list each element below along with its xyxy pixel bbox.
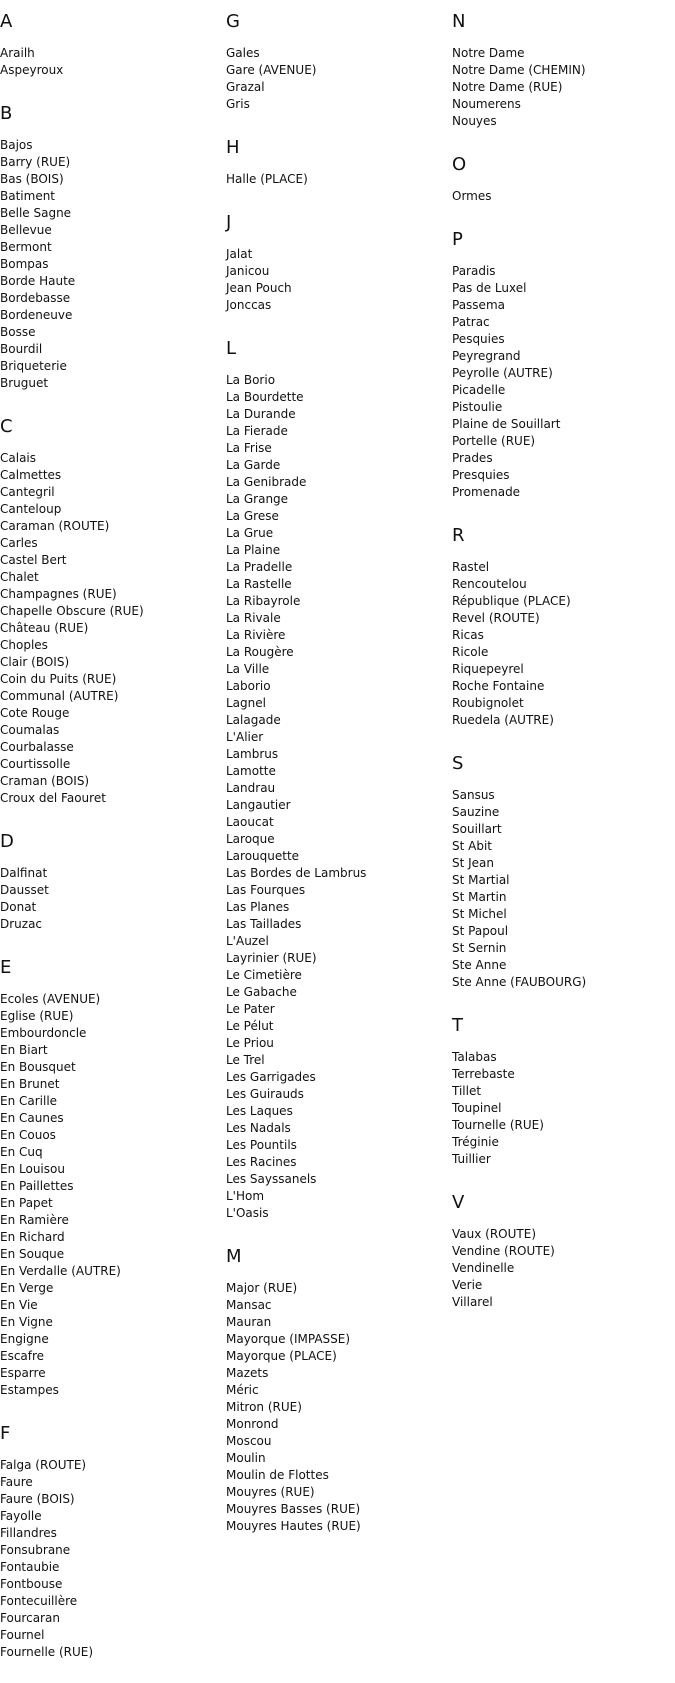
street-link[interactable]: En Couos	[0, 1128, 56, 1142]
street-link[interactable]: Halle (PLACE)	[226, 172, 308, 186]
street-link[interactable]: Riquepeyrel	[452, 662, 524, 676]
street-link[interactable]: Méric	[226, 1383, 259, 1397]
street-link[interactable]: En Biart	[0, 1043, 48, 1057]
street-link[interactable]: Cantegril	[0, 485, 55, 499]
letter-heading: S	[452, 753, 464, 774]
street-link[interactable]: Nouyes	[452, 114, 497, 128]
street-link[interactable]: Dausset	[0, 883, 49, 897]
street-link[interactable]: Tournelle (RUE)	[452, 1118, 544, 1132]
street-link[interactable]: Fonsubrane	[0, 1543, 71, 1557]
street-link[interactable]: Les Nadals	[226, 1121, 291, 1135]
street-link[interactable]: Las Taillades	[226, 917, 302, 931]
street-link[interactable]: Mansac	[226, 1298, 272, 1312]
street-link[interactable]: Plaine de Souillart	[452, 417, 561, 431]
street-link[interactable]: Bruguet	[0, 376, 49, 390]
letter-section	[0, 414, 220, 807]
street-link[interactable]: Sansus	[452, 788, 495, 802]
street-link[interactable]: Belle Sagne	[0, 206, 72, 220]
letter-section	[226, 9, 446, 113]
street-link[interactable]: Calmettes	[0, 468, 62, 482]
street-link[interactable]: Pesquies	[452, 332, 505, 346]
street-link[interactable]: La Borio	[226, 373, 276, 387]
street-link[interactable]: Fontecuillère	[0, 1594, 78, 1608]
street-link[interactable]: Bourdil	[0, 342, 43, 356]
directory-column-1	[0, 9, 220, 1683]
street-link[interactable]: Esparre	[0, 1366, 46, 1380]
letter-heading: O	[452, 154, 467, 175]
letter-section	[452, 751, 672, 991]
street-link[interactable]: Bosse	[0, 325, 36, 339]
letter-section	[452, 152, 672, 205]
street-link[interactable]: Falga (ROUTE)	[0, 1458, 87, 1472]
street-link[interactable]: Les Pountils	[226, 1138, 297, 1152]
street-link[interactable]: Mouyres Hautes (RUE)	[226, 1519, 361, 1533]
street-link[interactable]: Jalat	[226, 247, 253, 261]
street-link[interactable]: Toupinel	[452, 1101, 502, 1115]
street-link[interactable]: Monrond	[226, 1417, 279, 1431]
street-link[interactable]: Choples	[0, 638, 48, 652]
street-link[interactable]: Coumalas	[0, 723, 60, 737]
street-link[interactable]: Major (RUE)	[226, 1281, 298, 1295]
street-link[interactable]: Laroque	[226, 832, 275, 846]
street-link[interactable]: Vaux (ROUTE)	[452, 1227, 536, 1241]
street-link[interactable]: Promenade	[452, 485, 521, 499]
street-link[interactable]: Clair (BOIS)	[0, 655, 70, 669]
street-link[interactable]: Batiment	[0, 189, 56, 203]
letter-section	[452, 523, 672, 729]
street-link[interactable]: Estampes	[0, 1383, 59, 1397]
street-link[interactable]: Moulin	[226, 1451, 266, 1465]
street-link[interactable]: Rastel	[452, 560, 490, 574]
street-link[interactable]: En Paillettes	[0, 1179, 74, 1193]
street-link[interactable]: Fayolle	[0, 1509, 42, 1523]
street-link[interactable]: Arailh	[0, 46, 35, 60]
street-link[interactable]: La Rivale	[226, 611, 281, 625]
letter-heading: C	[0, 416, 13, 437]
street-link[interactable]: En Vigne	[0, 1315, 53, 1329]
street-link[interactable]: Ormes	[452, 189, 492, 203]
street-link[interactable]: Terrebaste	[452, 1067, 515, 1081]
street-link[interactable]: En Louisou	[0, 1162, 65, 1176]
street-link[interactable]: Pistoulie	[452, 400, 503, 414]
street-link[interactable]: Verie	[452, 1278, 483, 1292]
letter-section	[226, 135, 446, 188]
street-link[interactable]: En Souque	[0, 1247, 65, 1261]
street-link[interactable]: Tuillier	[452, 1152, 491, 1166]
street-link[interactable]: Peyregrand	[452, 349, 521, 363]
street-link[interactable]: Briqueterie	[0, 359, 67, 373]
street-link[interactable]: L'Hom	[226, 1189, 265, 1203]
street-link[interactable]: Prades	[452, 451, 493, 465]
street-link[interactable]: Courtissolle	[0, 757, 71, 771]
street-link[interactable]: Layrinier (RUE)	[226, 951, 317, 965]
street-link[interactable]: Talabas	[452, 1050, 497, 1064]
street-link[interactable]: St Michel	[452, 907, 507, 921]
street-link[interactable]: Fontaubie	[0, 1560, 60, 1574]
street-link[interactable]: La Frise	[226, 441, 272, 455]
street-link[interactable]: La Grue	[226, 526, 274, 540]
street-link[interactable]: Las Planes	[226, 900, 290, 914]
street-link[interactable]: Notre Dame	[452, 46, 525, 60]
street-link[interactable]: En Verge	[0, 1281, 54, 1295]
street-link[interactable]: Roche Fontaine	[452, 679, 545, 693]
street-link[interactable]: Faure	[0, 1475, 33, 1489]
street-link[interactable]: Dalfinat	[0, 866, 48, 880]
street-link[interactable]: Tréginie	[452, 1135, 499, 1149]
letter-section	[0, 9, 220, 79]
street-link[interactable]: La Durande	[226, 407, 296, 421]
street-link[interactable]: Les Garrigades	[226, 1070, 316, 1084]
letter-heading: T	[452, 1015, 463, 1036]
street-link[interactable]: St Martial	[452, 873, 510, 887]
street-link[interactable]: Bordebasse	[0, 291, 71, 305]
street-link[interactable]: St Jean	[452, 856, 495, 870]
street-link[interactable]: Aspeyroux	[0, 63, 64, 77]
letter-section	[452, 1190, 672, 1311]
street-link[interactable]: La Rastelle	[226, 577, 292, 591]
street-link[interactable]: Revel (ROUTE)	[452, 611, 540, 625]
street-link[interactable]: Calais	[0, 451, 37, 465]
street-link[interactable]: Laoucat	[226, 815, 274, 829]
street-link[interactable]: Le Priou	[226, 1036, 274, 1050]
street-link[interactable]: En Ramière	[0, 1213, 69, 1227]
street-link[interactable]: Embourdoncle	[0, 1026, 87, 1040]
street-link[interactable]: Gales	[226, 46, 260, 60]
street-link[interactable]: En Richard	[0, 1230, 65, 1244]
street-link[interactable]: La Plaine	[226, 543, 281, 557]
street-link[interactable]: Barry (RUE)	[0, 155, 71, 169]
letter-heading: R	[452, 525, 465, 546]
letter-section	[0, 101, 220, 392]
letter-section	[0, 955, 220, 1399]
street-link[interactable]: Cote Rouge	[0, 706, 70, 720]
street-link[interactable]: Laborio	[226, 679, 271, 693]
street-link[interactable]: Le Trel	[226, 1053, 265, 1067]
street-link[interactable]: Mouyres (RUE)	[226, 1485, 315, 1499]
street-link[interactable]: Gare (AVENUE)	[226, 63, 317, 77]
street-link[interactable]: Noumerens	[452, 97, 521, 111]
street-link[interactable]: Gris	[226, 97, 250, 111]
street-link[interactable]: St Martin	[452, 890, 507, 904]
street-link[interactable]: Ricas	[452, 628, 484, 642]
street-link[interactable]: Communal (AUTRE)	[0, 689, 119, 703]
street-link[interactable]: Lambrus	[226, 747, 279, 761]
street-link[interactable]: Le Pélut	[226, 1019, 274, 1033]
street-link[interactable]: Fournelle (RUE)	[0, 1645, 94, 1659]
street-link[interactable]: Ruedela (AUTRE)	[452, 713, 554, 727]
street-link[interactable]: Château (RUE)	[0, 621, 89, 635]
street-link[interactable]: Sauzine	[452, 805, 500, 819]
letter-section	[452, 1013, 672, 1168]
street-link[interactable]: Landrau	[226, 781, 276, 795]
street-link[interactable]: L'Oasis	[226, 1206, 269, 1220]
street-link[interactable]: En Vie	[0, 1298, 38, 1312]
street-link[interactable]: Patrac	[452, 315, 490, 329]
street-link[interactable]: République (PLACE)	[452, 594, 571, 608]
street-link[interactable]: Mitron (RUE)	[226, 1400, 302, 1414]
letter-heading: V	[452, 1192, 465, 1213]
street-link[interactable]: En Carille	[0, 1094, 58, 1108]
street-link[interactable]: Champagnes (RUE)	[0, 587, 117, 601]
street-link[interactable]: Janicou	[226, 264, 270, 278]
street-link[interactable]: Le Pater	[226, 1002, 275, 1016]
street-link[interactable]: En Caunes	[0, 1111, 64, 1125]
directory-column-3	[452, 9, 672, 1333]
street-link[interactable]: Les Sayssanels	[226, 1172, 317, 1186]
street-link[interactable]: Grazal	[226, 80, 265, 94]
street-link[interactable]: Chalet	[0, 570, 39, 584]
street-link[interactable]: Eglise (RUE)	[0, 1009, 74, 1023]
street-link[interactable]: St Papoul	[452, 924, 509, 938]
street-link[interactable]: Lagnel	[226, 696, 266, 710]
street-link[interactable]: Larouquette	[226, 849, 300, 863]
letter-section	[226, 1244, 446, 1535]
street-link[interactable]: Tillet	[452, 1084, 482, 1098]
street-link[interactable]: Jonccas	[226, 298, 272, 312]
street-link[interactable]: Mazets	[226, 1366, 269, 1380]
street-link[interactable]: Faure (BOIS)	[0, 1492, 75, 1506]
street-link[interactable]: En Cuq	[0, 1145, 43, 1159]
street-link[interactable]: St Abit	[452, 839, 493, 853]
street-link[interactable]: Mauran	[226, 1315, 272, 1329]
street-link[interactable]: Lalagade	[226, 713, 281, 727]
street-link[interactable]: Lamotte	[226, 764, 276, 778]
letter-heading: L	[226, 338, 237, 359]
street-link[interactable]: Craman (BOIS)	[0, 774, 90, 788]
letter-heading: H	[226, 137, 240, 158]
street-link[interactable]: Picadelle	[452, 383, 506, 397]
street-link[interactable]: Presquies	[452, 468, 510, 482]
street-link[interactable]: Fourcaran	[0, 1611, 60, 1625]
street-link[interactable]: Moscou	[226, 1434, 272, 1448]
street-link[interactable]: Le Gabache	[226, 985, 297, 999]
street-link[interactable]: La Rivière	[226, 628, 286, 642]
street-link[interactable]: En Papet	[0, 1196, 53, 1210]
street-link[interactable]: Les Laques	[226, 1104, 293, 1118]
street-link[interactable]: Portelle (RUE)	[452, 434, 536, 448]
street-link[interactable]: Les Racines	[226, 1155, 297, 1169]
street-link[interactable]: L'Alier	[226, 730, 264, 744]
street-link[interactable]: Borde Haute	[0, 274, 76, 288]
street-link[interactable]: Peyrolle (AUTRE)	[452, 366, 553, 380]
street-link[interactable]: Fournel	[0, 1628, 45, 1642]
letter-heading: F	[0, 1423, 11, 1444]
street-link[interactable]: Druzac	[0, 917, 43, 931]
street-link[interactable]: Carles	[0, 536, 38, 550]
street-link[interactable]: Las Bordes de Lambrus	[226, 866, 367, 880]
street-link[interactable]: Notre Dame (RUE)	[452, 80, 563, 94]
letter-section	[452, 9, 672, 130]
street-link[interactable]: Rencoutelou	[452, 577, 527, 591]
street-link[interactable]: La Grese	[226, 509, 279, 523]
letter-heading: J	[226, 212, 232, 233]
street-link[interactable]: La Garde	[226, 458, 281, 472]
street-link[interactable]: Bermont	[0, 240, 52, 254]
street-link[interactable]: Croux del Faouret	[0, 791, 106, 805]
letter-heading: N	[452, 11, 466, 32]
street-link[interactable]: Escafre	[0, 1349, 45, 1363]
street-link[interactable]: Ecoles (AVENUE)	[0, 992, 101, 1006]
street-link[interactable]: Bellevue	[0, 223, 52, 237]
street-link[interactable]: Bordeneuve	[0, 308, 73, 322]
street-link[interactable]: Le Cimetière	[226, 968, 302, 982]
street-link[interactable]: Moulin de Flottes	[226, 1468, 329, 1482]
street-link[interactable]: Les Guirauds	[226, 1087, 304, 1101]
street-link[interactable]: Mouyres Basses (RUE)	[226, 1502, 361, 1516]
letter-heading: E	[0, 957, 12, 978]
street-link[interactable]: Castel Bert	[0, 553, 67, 567]
letter-section	[452, 227, 672, 501]
street-link[interactable]: La Ville	[226, 662, 270, 676]
street-link[interactable]: Las Fourques	[226, 883, 306, 897]
street-link[interactable]: Villarel	[452, 1295, 493, 1309]
street-link[interactable]: En Brunet	[0, 1077, 60, 1091]
street-link[interactable]: Ricole	[452, 645, 489, 659]
street-link[interactable]: La Pradelle	[226, 560, 293, 574]
street-link[interactable]: La Grange	[226, 492, 289, 506]
letter-section	[226, 210, 446, 314]
street-link[interactable]: Vendinelle	[452, 1261, 515, 1275]
street-link[interactable]: Caraman (ROUTE)	[0, 519, 110, 533]
letter-heading: G	[226, 11, 240, 32]
street-link[interactable]: En Bousquet	[0, 1060, 76, 1074]
street-link[interactable]: St Sernin	[452, 941, 507, 955]
street-link[interactable]: Jean Pouch	[226, 281, 292, 295]
street-link[interactable]: La Fierade	[226, 424, 288, 438]
street-link[interactable]: Bas (BOIS)	[0, 172, 64, 186]
street-link[interactable]: Mayorque (IMPASSE)	[226, 1332, 351, 1346]
street-link[interactable]: Passema	[452, 298, 505, 312]
street-link[interactable]: Souillart	[452, 822, 502, 836]
street-link[interactable]: La Ribayrole	[226, 594, 301, 608]
street-link[interactable]: Engigne	[0, 1332, 49, 1346]
street-link[interactable]: L'Auzel	[226, 934, 269, 948]
street-link[interactable]: Fontbouse	[0, 1577, 63, 1591]
street-link[interactable]: Donat	[0, 900, 37, 914]
street-link[interactable]: Ste Anne	[452, 958, 507, 972]
street-link[interactable]: Bompas	[0, 257, 49, 271]
letter-heading: B	[0, 103, 13, 124]
street-link[interactable]: Fillandres	[0, 1526, 57, 1540]
street-link[interactable]: Vendine (ROUTE)	[452, 1244, 555, 1258]
letter-heading: M	[226, 1246, 242, 1267]
directory-column-2	[226, 9, 446, 1557]
street-link[interactable]: La Bourdette	[226, 390, 304, 404]
street-link[interactable]: Notre Dame (CHEMIN)	[452, 63, 586, 77]
street-link[interactable]: Paradis	[452, 264, 496, 278]
letter-heading: D	[0, 831, 14, 852]
street-link[interactable]: Bajos	[0, 138, 33, 152]
letter-heading: A	[0, 11, 13, 32]
street-link[interactable]: Chapelle Obscure (RUE)	[0, 604, 144, 618]
street-link[interactable]: La Genibrade	[226, 475, 307, 489]
street-link[interactable]: Pas de Luxel	[452, 281, 527, 295]
street-link[interactable]: Langautier	[226, 798, 291, 812]
street-link[interactable]: Roubignolet	[452, 696, 524, 710]
letter-section	[0, 1421, 220, 1661]
street-link[interactable]: Ste Anne (FAUBOURG)	[452, 975, 587, 989]
street-link[interactable]: Mayorque (PLACE)	[226, 1349, 337, 1363]
street-link[interactable]: Coin du Puits (RUE)	[0, 672, 117, 686]
street-link[interactable]: Courbalasse	[0, 740, 74, 754]
letter-section	[226, 336, 446, 1222]
street-link[interactable]: La Rougère	[226, 645, 294, 659]
letter-heading: P	[452, 229, 463, 250]
street-link[interactable]: En Verdalle (AUTRE)	[0, 1264, 121, 1278]
letter-section	[0, 829, 220, 933]
street-link[interactable]: Canteloup	[0, 502, 62, 516]
